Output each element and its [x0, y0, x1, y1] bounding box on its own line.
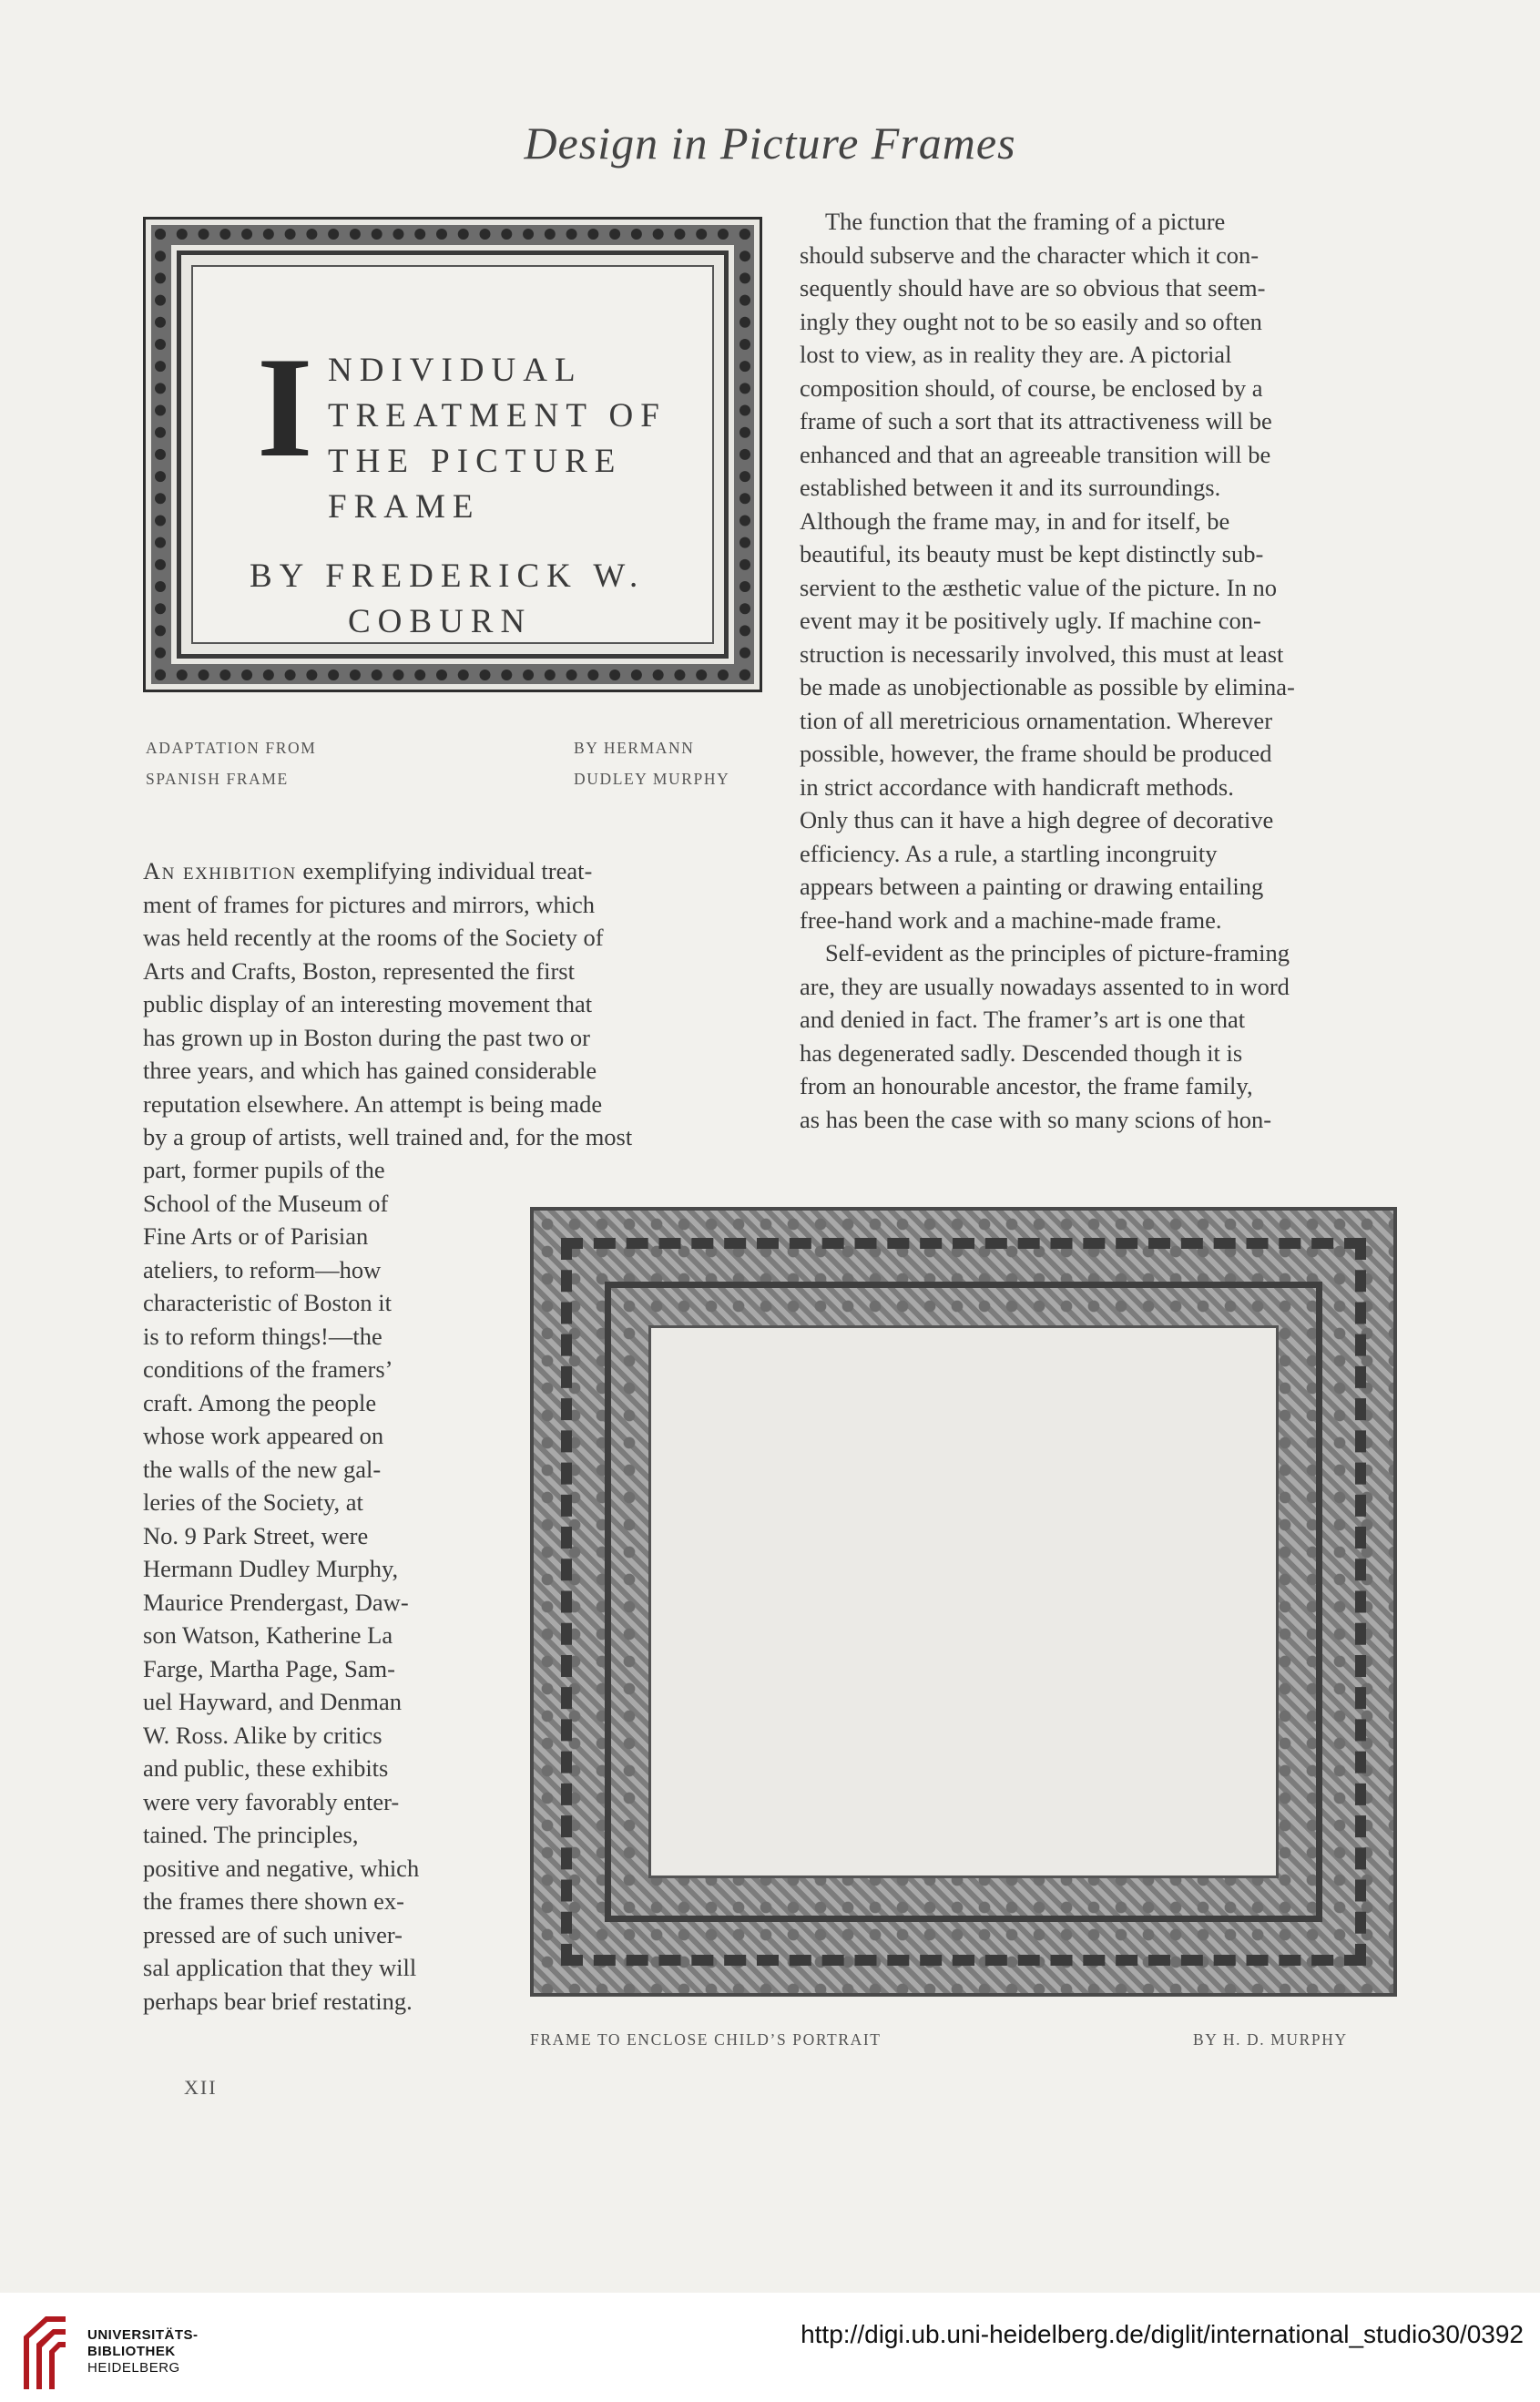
title-drop-cap: I — [257, 328, 313, 487]
text-line: composition should, of course, be enclosed by a — [800, 373, 1263, 402]
text-line: The function that the framing of a picture — [825, 208, 1226, 235]
text-line — [143, 854, 762, 888]
left-column-paragraph — [143, 854, 762, 1154]
text-line: uel Hayward, and Denman — [143, 1688, 403, 1715]
opening-small-caps: An exhibition — [143, 857, 297, 884]
text-line: beautiful, its beauty must be kept distinctly sub- — [800, 540, 1264, 567]
text-line: should subserve and the character which it con- — [800, 240, 1260, 269]
caption-top-left-1: ADAPTATION FROM — [146, 739, 317, 757]
text-line: Fine Arts or of Parisian — [143, 1222, 369, 1250]
text-line: whose work appeared on — [143, 1422, 384, 1449]
text-line: the walls of the new gal- — [143, 1455, 382, 1483]
caption-top-right-2: DUDLEY MURPHY — [574, 770, 730, 788]
text-line: positive and negative, which — [143, 1854, 420, 1882]
text-line: sequently should have are so obvious that seem- — [800, 274, 1266, 302]
title-line-1: NDIVIDUAL — [328, 352, 583, 389]
text-line: pressed are of such univer- — [143, 1920, 403, 1948]
left-column-narrow — [143, 1153, 471, 2018]
text-line: No. 9 Park Street, were — [143, 1521, 369, 1549]
text-line: frame of such a sort that its attractiveness will be — [800, 407, 1272, 434]
caption-bottom-left: FRAME TO ENCLOSE CHILD’S PORTRAIT — [530, 2030, 882, 2049]
text-line: Arts and Crafts, Boston, represented the first — [143, 956, 575, 985]
byline-2: COBURN — [348, 603, 533, 640]
text-line: sal application that they will — [143, 1954, 417, 1981]
title-frame-illustration — [143, 217, 762, 692]
text-line: the frames there shown ex- — [143, 1887, 404, 1915]
library-logo-icon — [16, 2309, 73, 2393]
text-line: was held recently at the rooms of the Society of — [143, 924, 604, 951]
page-folio: XII — [184, 2076, 218, 2099]
text-line: in strict accordance with handicraft methods. — [800, 772, 1234, 801]
text-line: free-hand work and a machine-made frame. — [800, 905, 1222, 934]
text-line: Maurice Prendergast, Daw- — [143, 1588, 409, 1616]
text-line: established between it and its surroundings. — [800, 474, 1221, 501]
text-line: has grown up in Boston during the past two or — [143, 1023, 590, 1051]
text-line: perhaps bear brief restating. — [143, 1987, 413, 2015]
text-line: has degenerated sadly. Descended though it is — [800, 1038, 1243, 1067]
text-line: ingly they ought not to be so easily and so often — [800, 307, 1262, 335]
text-line: leries of the Society, at — [143, 1488, 363, 1516]
text-line: and denied in fact. The framer’s art is one that — [800, 1006, 1246, 1033]
text-line: public display of an interesting movement that — [143, 990, 593, 1017]
text-line: conditions of the framers’ — [143, 1355, 393, 1383]
byline-1: BY FREDERICK W. — [250, 557, 646, 595]
logo-text-line-2: BIBLIOTHEK — [87, 2344, 176, 2359]
text-line: lost to view, as in reality they are. A pictorial — [800, 341, 1232, 368]
text-line: and public, these exhibits — [143, 1754, 389, 1782]
text-line: son Watson, Katherine La — [143, 1621, 393, 1649]
text-line: W. Ross. Alike by critics — [143, 1721, 382, 1749]
text-line: appears between a painting or drawing entailing — [800, 873, 1264, 900]
text-line: ment of frames for pictures and mirrors, which — [143, 890, 595, 918]
text-line: Self-evident as the principles of picture-framing — [825, 939, 1290, 966]
child-portrait-frame-illustration — [530, 1207, 1397, 1997]
frame-empty-panel — [648, 1325, 1279, 1878]
text-line: servient to the æsthetic value of the picture. In no — [800, 573, 1277, 601]
text-line: School of the Museum of — [143, 1189, 389, 1217]
text-line: from an honourable ancestor, the frame family, — [800, 1072, 1253, 1099]
source-url-link[interactable]: http://digi.ub.uni-heidelberg.de/diglit/international_studio30/0392 — [801, 2320, 1524, 2348]
text-line: are, they are usually nowadays assented to in word — [800, 972, 1290, 1000]
text-line: ateliers, to reform—how — [143, 1255, 382, 1283]
text-line: reputation elsewhere. An attempt is being made — [143, 1089, 603, 1118]
title-line-4: FRAME — [328, 488, 481, 526]
running-title: Design in Picture Frames — [524, 118, 1016, 169]
text-fragment: exemplifying individual treat- — [302, 857, 593, 884]
title-line-2: TREATMENT OF — [328, 397, 667, 434]
text-line: were very favorably enter- — [143, 1787, 400, 1815]
text-line: three years, and which has gained considerable — [143, 1057, 597, 1084]
text-line: by a group of artists, well trained and, for the most — [143, 1123, 633, 1150]
caption-bottom-right: BY H. D. MURPHY — [1193, 2030, 1348, 2049]
caption-top-right-1: BY HERMANN — [574, 739, 695, 757]
text-line: tained. The principles, — [143, 1821, 359, 1848]
logo-text-line-3: HEIDELBERG — [87, 2360, 180, 2376]
text-line: Only thus can it have a high degree of decorative — [800, 806, 1274, 833]
title-panel — [191, 265, 714, 644]
logo-text-line-1: UNIVERSITÄTS- — [87, 2327, 199, 2343]
text-line: tion of all meretricious ornamentation. Wherever — [800, 706, 1273, 734]
caption-top-left-2: SPANISH FRAME — [146, 770, 289, 788]
text-line: event may it be positively ugly. If machine con- — [800, 607, 1261, 634]
text-line: as has been the case with so many scions of hon- — [800, 1105, 1272, 1133]
text-line: part, former pupils of the — [143, 1156, 385, 1183]
text-line: characteristic of Boston it — [143, 1289, 393, 1316]
text-line: craft. Among the people — [143, 1388, 377, 1416]
text-line: efficiency. As a rule, a startling incongruity — [800, 839, 1218, 867]
text-line: be made as unobjectionable as possible by elimina- — [800, 673, 1295, 700]
text-line: Farge, Martha Page, Sam- — [143, 1654, 395, 1682]
right-column — [800, 205, 1408, 1136]
text-line: possible, however, the frame should be produced — [800, 740, 1272, 767]
text-line: struction is necessarily involved, this must at least — [800, 639, 1284, 668]
library-footer — [0, 2293, 1540, 2402]
text-line: Although the frame may, in and for itself, be — [800, 506, 1230, 535]
text-line: Hermann Dudley Murphy, — [143, 1555, 399, 1582]
text-line: is to reform things!—the — [143, 1322, 382, 1350]
text-line: enhanced and that an agreeable transition will be — [800, 440, 1271, 468]
title-line-3: THE PICTURE — [328, 443, 623, 480]
